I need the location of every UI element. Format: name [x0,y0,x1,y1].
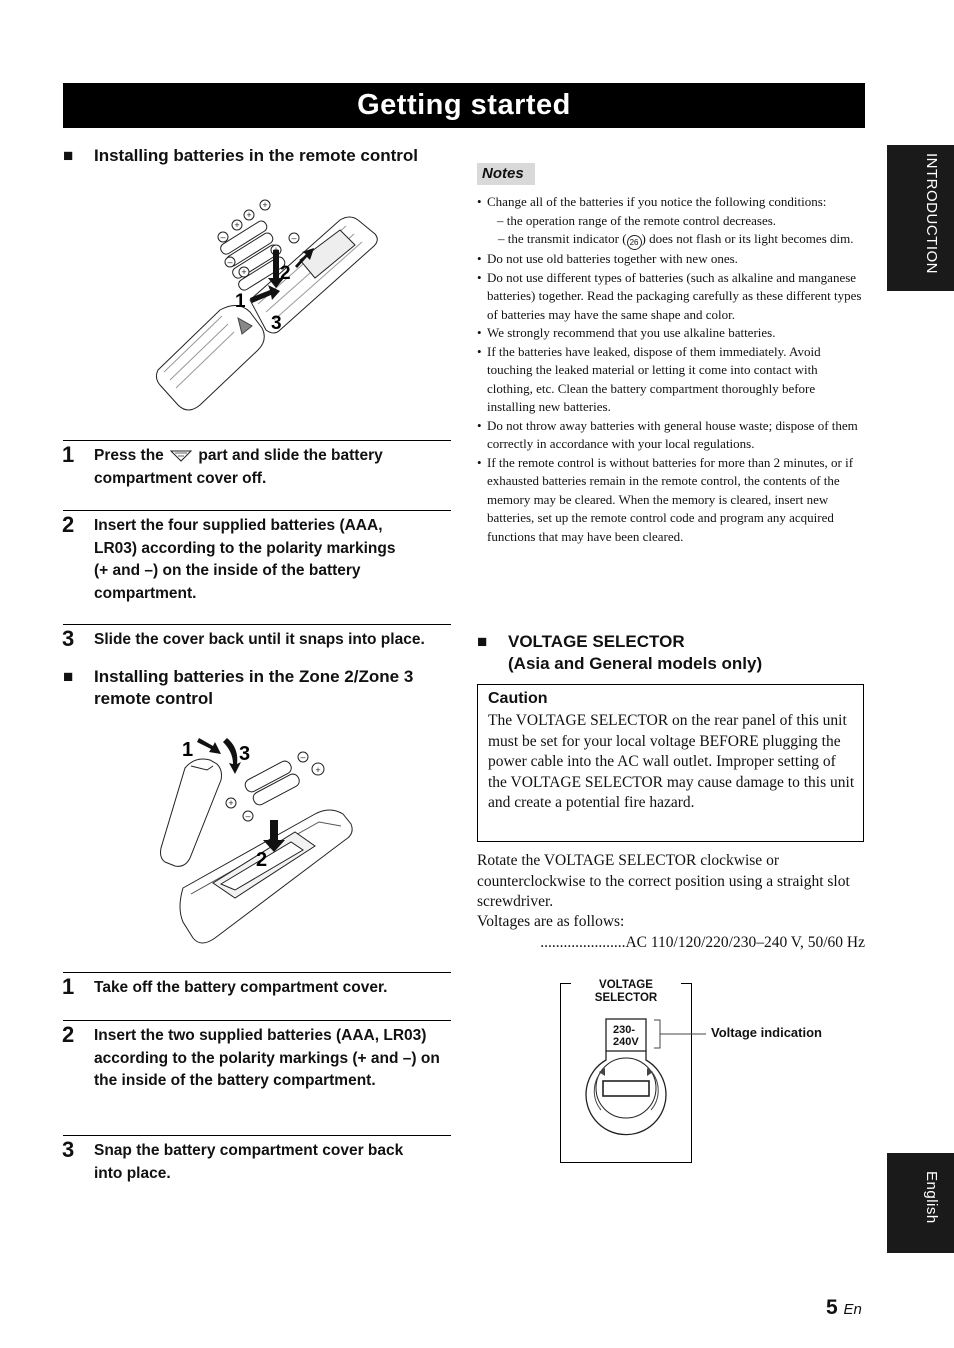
rotate-instructions: Rotate the VOLTAGE SELECTOR clockwise or counterclockwise to the correct position using a straight slot screwdriver. [477,852,850,910]
section-heading-text: Installing batteries in the remote control [94,146,418,165]
svg-text:+: + [315,765,321,775]
svg-text:–: – [227,257,233,267]
voltage-setting-line: 230- [613,1024,636,1036]
step-text-part: Press the [94,447,164,464]
svg-text:–: – [245,811,251,821]
step-text: Slide the cover back until it snaps into place. [94,631,425,648]
page-title: Getting started [63,83,865,128]
note-item: • Do not throw away batteries with general house waste; dispose of them correctly in accordance with your local regulations. [477,417,865,454]
side-tab-introduction [887,145,954,291]
voltages-leader: ...................... [540,934,626,951]
step-divider [63,1135,451,1136]
note-item [477,193,865,250]
svg-text:+: + [262,200,268,210]
notes-label: Notes [477,163,535,185]
fig2-label-3: 3 [239,743,251,765]
fig1-label-2: 2 [280,263,291,284]
page-language-suffix: En [843,1301,862,1318]
diagram-title [571,979,681,1005]
step-number: 3 [62,626,75,651]
note-item: • Do not use old batteries together with new ones. [477,250,865,269]
svg-text:–: – [291,233,297,243]
section-heading-text: (Asia and General models only) [508,654,763,673]
voltage-setting-line: 240V [613,1036,639,1048]
step-number: 3 [62,1137,75,1162]
fig2-label-2: 2 [256,849,268,871]
svg-text:+: + [246,210,252,220]
notes-list [477,193,865,546]
note-subitem-text: – the transmit indicator ( [498,231,627,246]
step-divider [63,1020,451,1021]
heading-bullet-icon: ■ [477,632,488,651]
step-text: Take off the battery compartment cover. [94,979,388,996]
voltage-setting-text [613,1024,639,1048]
triangle-marker-icon [170,450,192,462]
svg-text:–: – [220,232,226,242]
step-divider [63,972,451,973]
voltages-intro: Voltages are as follows: [477,913,625,930]
voltage-selector-diagram [560,979,692,1163]
note-text: Change all of the batteries if you notice the following conditions: [487,194,827,209]
note-item: • Do not use different types of batteries (such as alkaline and manganese batteries) together. Read the packaging carefully as these different types of batteries may have the same shape and color. [477,269,865,325]
caution-box [477,684,864,842]
fig1-label-1: 1 [235,291,246,312]
side-tab-introduction-label: INTRODUCTION [923,153,940,274]
section-heading-text: VOLTAGE SELECTOR [508,632,685,651]
heading-bullet-icon: ■ [63,146,74,165]
svg-text:+: + [241,267,247,277]
fig2-label-1: 1 [182,739,194,761]
diagram-title-line: SELECTOR [594,992,658,1004]
note-subitem: – the operation range of the remote control decreases. [497,212,777,228]
diagram-title-line: VOLTAGE [599,979,653,991]
caution-title: Caution [488,690,548,707]
voltages-list [477,933,865,954]
note-item: • If the remote control is without batteries for more than 2 minutes, or if exhausted batteries remain in the remote control, the contents of the memory may be cleared. When the memory is cleared, insert new batteries, set up the remote control code and program any acquired functions that may have been cleared. [477,454,865,547]
note-subitem-text: ) does not flash or its light becomes dim. [641,231,854,246]
step-number: 2 [62,512,75,537]
step-divider [63,510,451,511]
indication-bracket-icon [650,1018,710,1052]
step-text [94,445,454,490]
svg-text:–: – [300,752,306,762]
section-heading-text: Installing batteries in the Zone 2/Zone 3 [94,667,414,686]
step-number: 2 [62,1022,75,1047]
transmit-indicator-icon: 26 [627,235,642,250]
step-text-part: part and slide the battery compartment cover off. [94,447,383,487]
note-subitem [498,230,865,250]
step-text: Insert the four supplied batteries (AAA, LR03) according to the polarity markings (+ and –) on the inside of the battery compartment. [94,517,396,602]
remote-battery-illustration [150,190,390,420]
heading-bullet-icon: ■ [63,667,74,686]
voltages-value: AC 110/120/220/230–240 V, 50/60 Hz [625,934,865,951]
page-number-value: 5 [826,1296,838,1319]
step-number: 1 [62,442,75,467]
svg-text:+: + [234,220,240,230]
step-number: 1 [62,974,75,999]
section-heading-text: remote control [94,689,214,708]
note-item: • If the batteries have leaked, dispose of them immediately. Avoid touching the leaked material or letting it come into contact with clothing, etc. Clean the battery compartment thoroughly before installing new batteries. [477,343,865,417]
svg-text:+: + [228,798,234,808]
side-tab-english-label: English [923,1171,940,1224]
voltage-indication-label: Voltage indication [711,1025,822,1040]
note-item: • We strongly recommend that you use alkaline batteries. [477,324,865,343]
step-text: Snap the battery compartment cover back into place. [94,1142,404,1182]
step-divider [63,624,451,625]
step-divider [63,440,451,441]
side-tab-english [887,1153,954,1253]
step-text: Insert the two supplied batteries (AAA, LR03) according to the polarity markings (+ and –) on the inside of the battery compartment. [94,1027,440,1089]
zone-remote-battery-illustration [155,728,360,953]
page-number [826,1296,862,1320]
caution-text: The VOLTAGE SELECTOR on the rear panel of this unit must be set for your local voltage BEFORE plugging the power cable into the AC wall outlet. Improper setting of the VOLTAGE SELECTOR may cause damage to this unit and create a potential fire hazard. [488,712,855,811]
fig1-label-3: 3 [271,313,282,334]
